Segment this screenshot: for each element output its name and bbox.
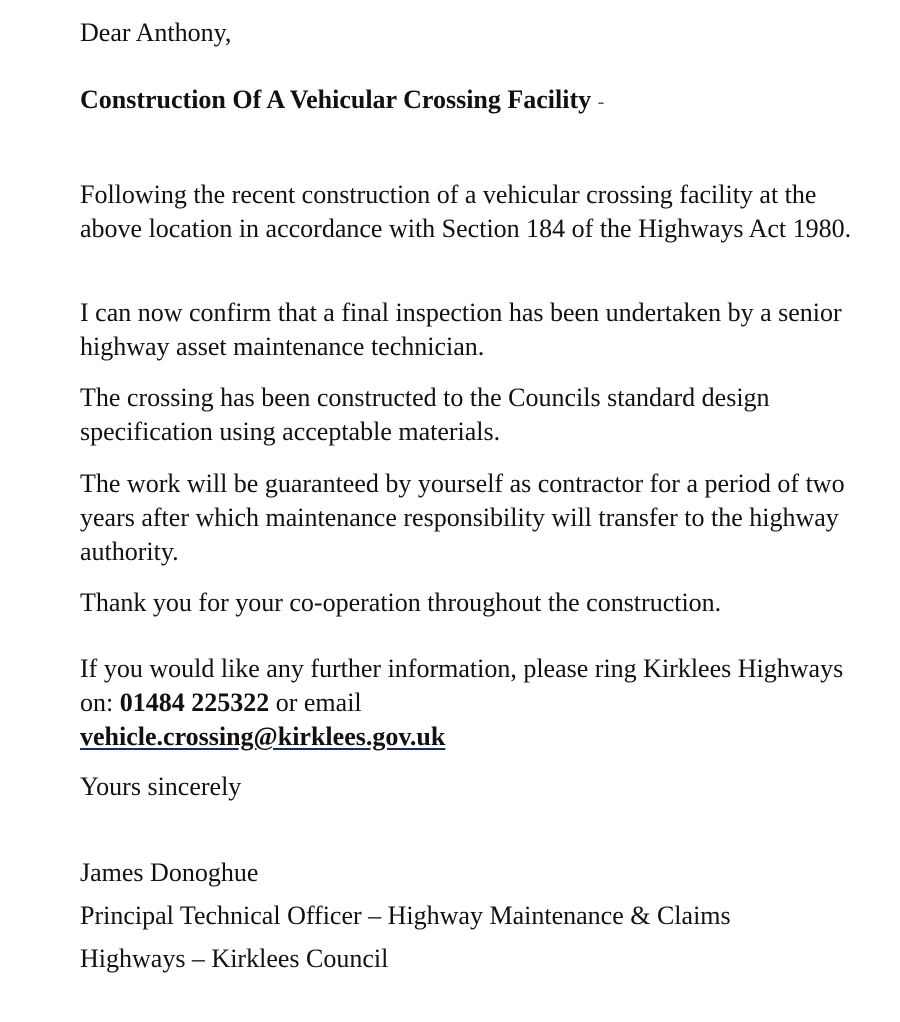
- closing: Yours sincerely: [80, 772, 242, 801]
- paragraph-construction: Following the recent construction of a vehicular crossing facility at the above location in accordance with Section 184 of the Highways Act 1980.: [80, 180, 852, 243]
- subject-text: Construction Of A Vehicular Crossing Facility: [80, 85, 592, 114]
- subject-trailing-dash: -: [597, 91, 605, 113]
- contact-phone: 01484 225322: [119, 688, 270, 717]
- contact-intro: If you would like any further information, please ring Kirklees Highways on:: [80, 654, 844, 717]
- contact-or-email: or email: [269, 688, 362, 717]
- contact-email-link[interactable]: vehicle.crossing@kirklees.gov.uk: [80, 722, 446, 751]
- signature-organisation: Highways – Kirklees Council: [80, 944, 389, 973]
- signature-title: Principal Technical Officer – Highway Maintenance & Claims: [80, 901, 731, 930]
- paragraph-contact: [80, 652, 870, 754]
- subject-line: [80, 83, 604, 119]
- paragraph-guarantee: The work will be guaranteed by yourself as contractor for a period of two years after which maintenance responsibility will transfer to the highway authority.: [80, 469, 845, 566]
- signature-name: James Donoghue: [80, 858, 259, 887]
- paragraph-thanks: Thank you for your co-operation throughout the construction.: [80, 588, 722, 617]
- salutation: Dear Anthony,: [80, 18, 232, 47]
- paragraph-inspection: I can now confirm that a final inspection has been undertaken by a senior highway asset maintenance technician.: [80, 298, 842, 361]
- paragraph-specification: The crossing has been constructed to the Councils standard design specification using acceptable materials.: [80, 383, 770, 446]
